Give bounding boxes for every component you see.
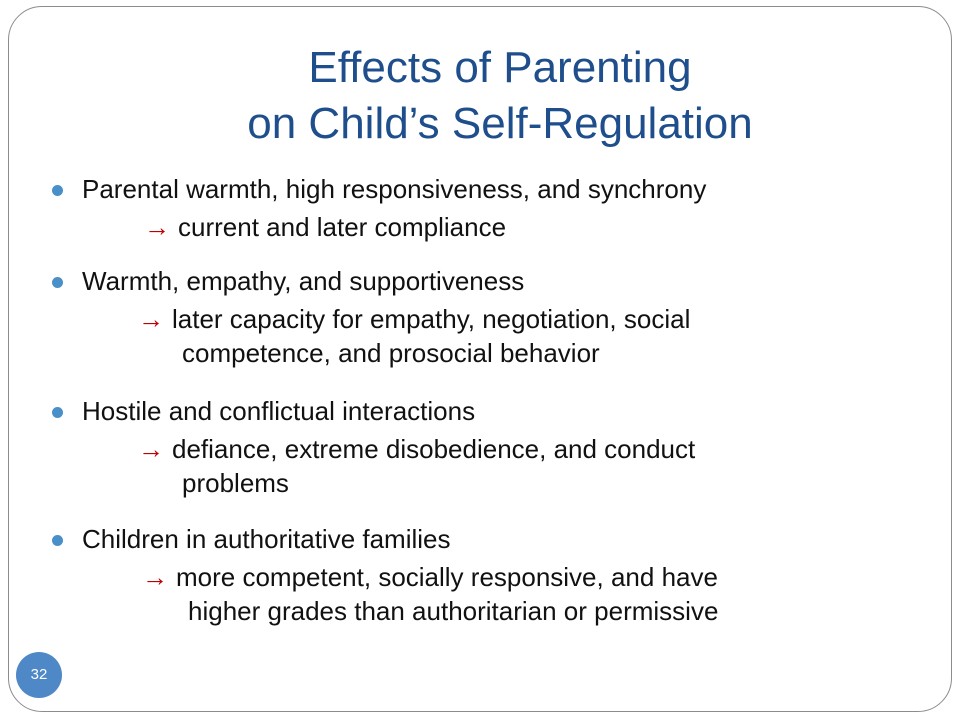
- bullet-dot-icon: [52, 407, 63, 418]
- bullet-result-text: more competent, socially responsive, and have: [176, 562, 718, 592]
- bullet-result-continuation: problems: [182, 468, 289, 498]
- arrow-icon: →: [142, 562, 168, 592]
- bullet-result-continuation: higher grades than authoritarian or permissive: [188, 596, 719, 626]
- bullet-result: [138, 302, 690, 336]
- bullet-dot-icon: [52, 185, 63, 196]
- slide-title: [0, 40, 960, 152]
- arrow-icon: →: [144, 212, 170, 242]
- page-number-badge: 32: [16, 652, 62, 698]
- bullet-text: Parental warmth, high responsiveness, and synchrony: [82, 174, 707, 204]
- bullet-result-text: current and later compliance: [178, 212, 507, 242]
- arrow-icon: →: [138, 434, 164, 464]
- bullet-dot-icon: [52, 535, 63, 546]
- title-line-1: Effects of Parenting: [308, 43, 692, 92]
- bullet-text: Hostile and conflictual interactions: [82, 396, 476, 426]
- bullet-result: [144, 210, 506, 244]
- bullet-dot-icon: [52, 277, 63, 288]
- bullet-result-text: defiance, extreme disobedience, and conduct: [172, 434, 696, 464]
- arrow-icon: →: [138, 304, 164, 334]
- bullet-text: Children in authoritative families: [82, 524, 451, 554]
- bullet-result: [138, 432, 695, 466]
- title-line-2: on Child’s Self-Regulation: [247, 99, 753, 148]
- bullet-result-text: later capacity for empathy, negotiation, social: [172, 304, 691, 334]
- bullet-result: [142, 560, 718, 594]
- bullet-result-continuation: competence, and prosocial behavior: [182, 338, 600, 368]
- bullet-text: Warmth, empathy, and supportiveness: [82, 266, 525, 296]
